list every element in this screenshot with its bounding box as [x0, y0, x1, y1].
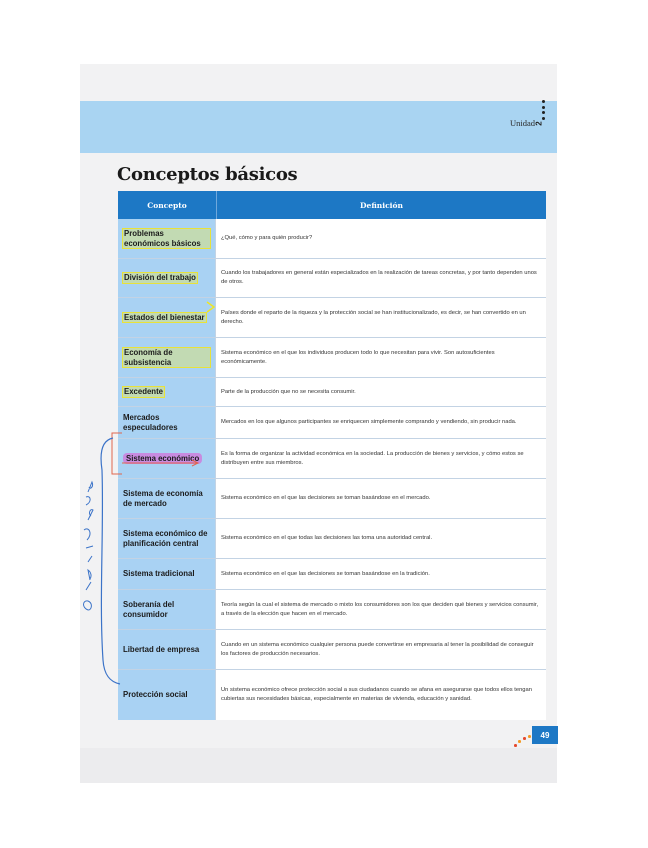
concept-definition: Teoría según la cual el sistema de mercado o mixto los consumidores son los que deciden qué bienes y servicios consumir, a través de la elección que hacen en el mercado. [221, 601, 539, 617]
column-header-concept: Concepto [118, 191, 217, 219]
concept-definition: Sistema económico en el que las decisiones se toman basándose en la tradición. [221, 570, 430, 577]
blue-margin-bracket [101, 438, 120, 684]
blue-handwriting [84, 482, 94, 610]
red-underline-arrow-icon [122, 460, 198, 466]
red-bracket [112, 433, 122, 474]
concept-term: Excedente [124, 387, 164, 397]
unit-label: Unidad [510, 118, 536, 128]
concept-definition: Mercados en los que algunos participantes se enriquecen simplemente comprando y vendiendo, sin producir nada. [221, 419, 517, 425]
concept-term: Sistema tradicional [123, 569, 195, 579]
concept-definition: Es la forma de organizar la actividad económica en la sociedad. La producción de bienes y servicios, y cómo estos se distribuyen entre sus miembros. [221, 450, 524, 466]
concept-term: Economía de subsistencia [123, 348, 210, 367]
concept-term: Soberanía del consumidor [123, 599, 175, 619]
concept-definition: Sistema económico en el que todas las decisiones las toma una autoridad central. [221, 535, 433, 541]
concept-term: Sistema de economía de mercado [123, 488, 203, 508]
concept-definition: Cuando los trabajadores en general están especializados en la realización de tareas concretas, y por tanto dependen unos de otros. [221, 270, 537, 285]
title-text: Conceptos básicos [117, 164, 298, 185]
concept-term: Sistema económico de planificación central [123, 528, 208, 548]
concept-term: División del trabajo [124, 273, 196, 283]
column-header-definition: Definición [360, 200, 403, 210]
concept-definition: ¿Qué, cómo y para quién producir? [221, 235, 313, 241]
concept-definition: Países donde el reparto de la riqueza y la protección social se han institucionalizado, es decir, se han convertido en un derecho. [221, 309, 526, 325]
yellow-arrow-icon [207, 302, 214, 312]
concept-term: Estados del bienestar [124, 312, 205, 322]
concept-definition: Sistema económico en el que las decisiones se toman basándose en el mercado. [221, 495, 431, 501]
concept-term: Sistema económico [123, 453, 202, 465]
concept-term: Problemas económicos básicos [123, 229, 210, 248]
concept-definition: Parte de la producción que no se necesita consumir. [221, 388, 356, 395]
concept-definition: Sistema económico en el que los individuos producen todo lo que necesitan para vivir. Son autosuficientes económicamente. [221, 349, 495, 365]
unit-number: 2 [534, 121, 544, 126]
concept-term: Libertad de empresa [123, 644, 200, 654]
concept-definition: Un sistema económico ofrece protección social a sus ciudadanos cuando se afana en asegurarse que todos ellos tengan cubiertas sus necesidades básicas, especialmente en materias de vivienda, educación y sanidad. [221, 687, 532, 702]
concept-definition: Cuando en un sistema económico cualquier persona puede convertirse en empresaria al tener la posibilidad de conseguir los factores de producción necesarios. [221, 641, 534, 657]
concept-term: Protección social [123, 690, 188, 700]
concept-term: Mercados especuladores [123, 412, 178, 432]
page-number: 49 [532, 726, 558, 744]
